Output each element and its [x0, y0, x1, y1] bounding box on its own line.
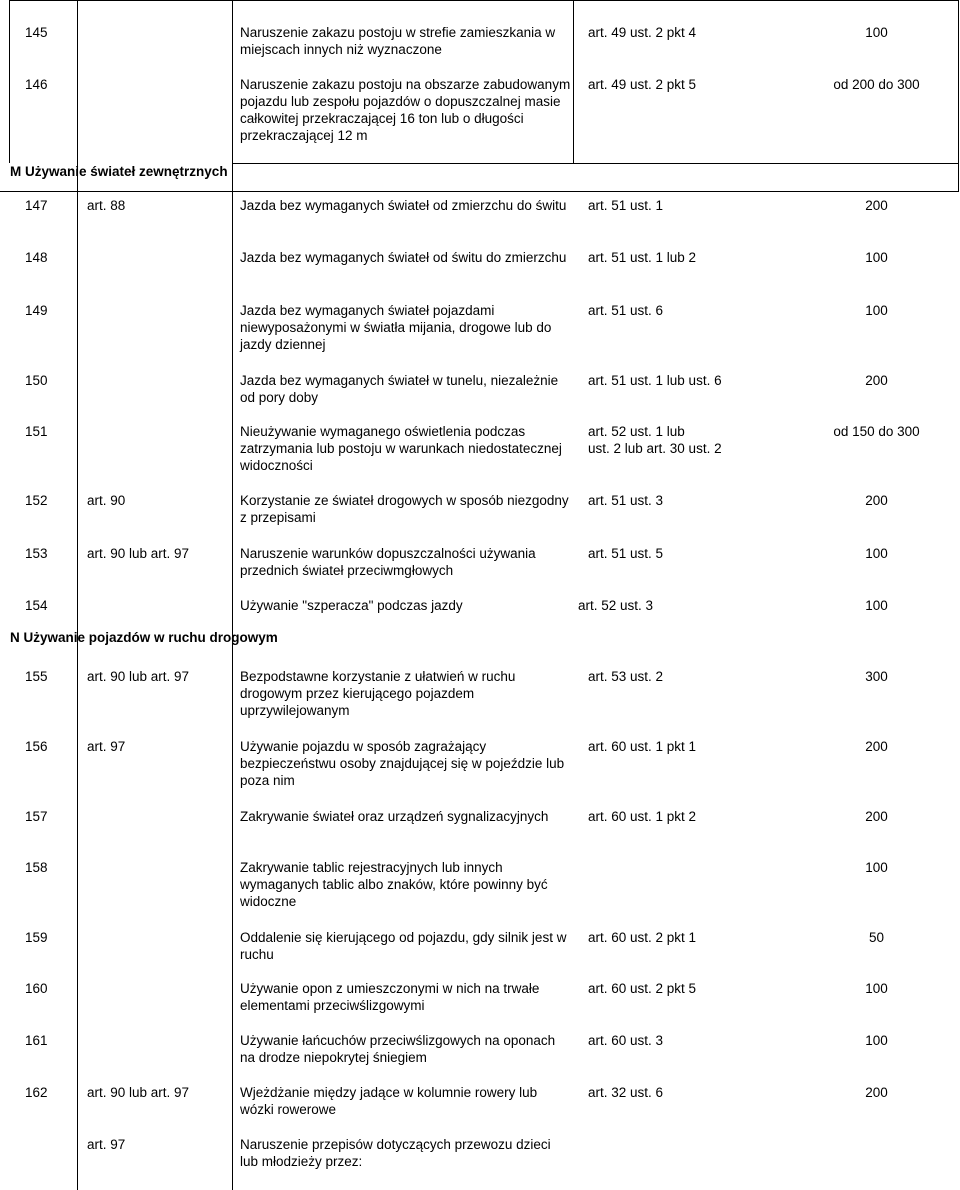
row-description: Jazda bez wymaganych świateł od zmierzchu do świtu: [240, 198, 567, 213]
row-number: 150: [25, 373, 48, 388]
row-number: 151: [25, 424, 48, 439]
grid-line: [573, 0, 574, 163]
row-number: 161: [25, 1033, 48, 1048]
row-number: 154: [25, 598, 48, 613]
row-legal-reference: art. 60 ust. 2 pkt 5: [588, 981, 697, 996]
row-number: 146: [25, 77, 48, 92]
row-description: Naruszenie przepisów dotyczących przewozu dzieci lub młodzieży przez:: [240, 1137, 551, 1169]
row-fine-amount: 50: [868, 930, 885, 945]
section-heading: N Używanie pojazdów w ruchu drogowym: [10, 630, 278, 645]
row-fine-amount: 100: [865, 598, 888, 613]
row-fine-amount: 200: [865, 809, 888, 824]
row-legal-reference: art. 52 ust. 1 lub ust. 2 lub art. 30 ust. 2: [588, 424, 722, 456]
row-description: Korzystanie ze świateł drogowych w sposób niezgodny z przepisami: [240, 493, 569, 525]
row-description: Jazda bez wymaganych świateł w tunelu, niezależnie od pory doby: [240, 373, 559, 405]
row-article: art. 90 lub art. 97: [87, 669, 190, 684]
row-legal-reference: art. 51 ust. 5: [588, 546, 664, 561]
row-fine-amount: 200: [865, 373, 888, 388]
row-legal-reference: art. 60 ust. 3: [588, 1033, 664, 1048]
row-description: Jazda bez wymaganych świateł pojazdami niewyposażonymi w światła mijania, drogowe lub do jazdy dziennej: [240, 303, 552, 352]
row-description: Naruszenie zakazu postoju w strefie zamieszkania w miejscach innych niż wyznaczone: [240, 25, 556, 57]
row-fine-amount: 300: [865, 669, 888, 684]
row-legal-reference: art. 51 ust. 3: [588, 493, 664, 508]
row-fine-amount: 200: [865, 493, 888, 508]
row-article: art. 90 lub art. 97: [87, 546, 190, 561]
row-fine-amount: 200: [865, 739, 888, 754]
row-description: Naruszenie warunków dopuszczalności używania przednich świateł przeciwmgłowych: [240, 546, 536, 578]
row-article: art. 88: [87, 198, 126, 213]
row-description: Nieużywanie wymaganego oświetlenia podczas zatrzymania lub postoju w warunkach niedostatecznej widoczności: [240, 424, 562, 473]
row-description: Zakrywanie świateł oraz urządzeń sygnalizacyjnych: [240, 809, 549, 824]
row-fine-amount: 100: [865, 1033, 888, 1048]
row-fine-amount: od 200 do 300: [833, 77, 920, 92]
row-number: 157: [25, 809, 48, 824]
row-fine-amount: 100: [865, 303, 888, 318]
row-number: 153: [25, 546, 48, 561]
row-legal-reference: art. 60 ust. 2 pkt 1: [588, 930, 697, 945]
row-fine-amount: 200: [865, 1085, 888, 1100]
row-description: Wjeżdżanie między jadące w kolumnie rowery lub wózki rowerowe: [240, 1085, 538, 1117]
row-fine-amount: 100: [865, 25, 888, 40]
row-number: 160: [25, 981, 48, 996]
row-fine-amount: 100: [865, 860, 888, 875]
row-number: 156: [25, 739, 48, 754]
row-description: Zakrywanie tablic rejestracyjnych lub innych wymaganych tablic albo znaków, które powinny być widoczne: [240, 860, 548, 909]
row-legal-reference: art. 51 ust. 1 lub ust. 6: [588, 373, 722, 388]
row-fine-amount: 200: [865, 198, 888, 213]
row-legal-reference: art. 51 ust. 1 lub 2: [588, 250, 697, 265]
row-legal-reference: art. 32 ust. 6: [588, 1085, 664, 1100]
row-legal-reference: art. 49 ust. 2 pkt 5: [588, 77, 697, 92]
row-description: Używanie łańcuchów przeciwślizgowych na oponach na drodze niepokrytej śniegiem: [240, 1033, 556, 1065]
row-legal-reference: art. 53 ust. 2: [588, 669, 664, 684]
row-legal-reference: art. 51 ust. 6: [588, 303, 664, 318]
row-description: Jazda bez wymaganych świateł od świtu do zmierzchu: [240, 250, 567, 265]
row-number: 147: [25, 198, 48, 213]
row-article: art. 90 lub art. 97: [87, 1085, 190, 1100]
row-article: art. 97: [87, 739, 126, 754]
row-number: 158: [25, 860, 48, 875]
row-fine-amount: 100: [865, 250, 888, 265]
row-number: 145: [25, 25, 48, 40]
row-fine-amount: 100: [865, 546, 888, 561]
row-description: Używanie pojazdu w sposób zagrażający bezpieczeństwu osoby znajdującej się w pojeździe lub poza nim: [240, 739, 565, 788]
row-number: 149: [25, 303, 48, 318]
grid-line: [232, 0, 233, 1190]
grid-line: [232, 163, 959, 164]
row-number: 148: [25, 250, 48, 265]
row-number: 162: [25, 1085, 48, 1100]
row-description: Bezpodstawne korzystanie z ułatwień w ruchu drogowym przez kierującego pojazdem uprzywilejowanym: [240, 669, 516, 718]
grid-line: [0, 191, 959, 192]
row-legal-reference: art. 60 ust. 1 pkt 1: [588, 739, 697, 754]
row-legal-reference: art. 49 ust. 2 pkt 4: [588, 25, 697, 40]
row-number: 159: [25, 930, 48, 945]
row-article: art. 97: [87, 1137, 126, 1152]
row-article: art. 90: [87, 493, 126, 508]
row-fine-amount: od 150 do 300: [833, 424, 920, 439]
row-description: Naruszenie zakazu postoju na obszarze zabudowanym pojazdu lub zespołu pojazdów o dopuszczalnej masie całkowitej przekraczającej 16 ton lub o długości przekraczającej 12 m: [240, 77, 571, 143]
grid-line: [9, 0, 10, 163]
row-description: Używanie opon z umieszczonymi w nich na trwałe elementami przeciwślizgowymi: [240, 981, 540, 1013]
section-heading: M Używanie świateł zewnętrznych: [10, 164, 228, 179]
row-number: 155: [25, 669, 48, 684]
row-fine-amount: 100: [865, 981, 888, 996]
grid-line: [9, 0, 959, 1]
row-description: Używanie "szperacza" podczas jazdy: [240, 598, 463, 613]
row-legal-reference: art. 60 ust. 1 pkt 2: [588, 809, 697, 824]
row-legal-reference: art. 52 ust. 3: [578, 598, 654, 613]
row-description: Oddalenie się kierującego od pojazdu, gdy silnik jest w ruchu: [240, 930, 567, 962]
row-number: 152: [25, 493, 48, 508]
row-legal-reference: art. 51 ust. 1: [588, 198, 664, 213]
